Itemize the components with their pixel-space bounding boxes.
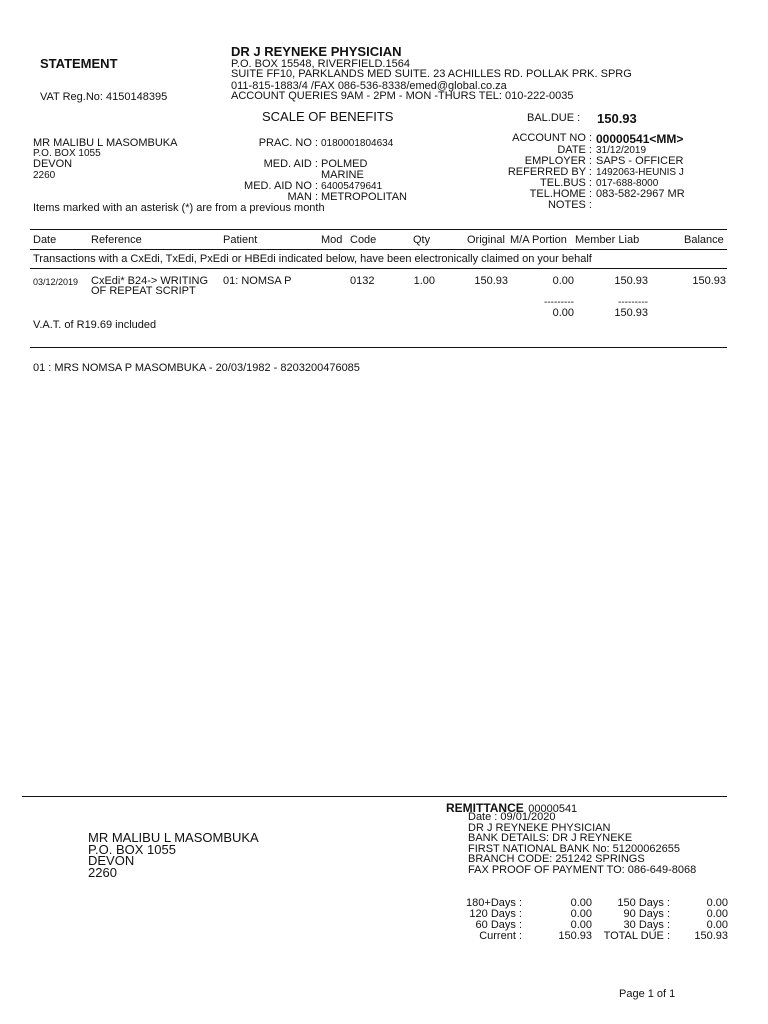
vat-note: V.A.T. of R19.69 included xyxy=(33,319,157,331)
col-header-ma-portion: M/A Portion xyxy=(510,234,567,246)
row-date: 03/12/2019 xyxy=(33,277,79,287)
man-label: MAN : xyxy=(287,191,318,203)
page-number: Page 1 of 1 xyxy=(619,988,676,1000)
col-header-mod: Mod xyxy=(321,234,343,246)
med-aid-no-label: MED. AID NO : xyxy=(244,180,318,192)
tel-bus-label: TEL.BUS : xyxy=(540,177,592,189)
asterisk-note: Items marked with an asterisk (*) are from a previous month xyxy=(33,202,325,214)
aging-value: 0.00 xyxy=(706,919,728,931)
remittance-title: REMITTANCE xyxy=(446,801,524,815)
col-header-patient: Patient xyxy=(223,234,258,246)
scale-of-benefits: SCALE OF BENEFITS xyxy=(262,109,394,124)
patient-postal-code: 2260 xyxy=(33,170,56,181)
vat-reg-number: VAT Reg.No: 4150148395 xyxy=(40,91,168,103)
tel-bus-value: 017-688-8000 xyxy=(596,178,659,189)
practice-address-line: SUITE FF10, PARKLANDS MED SUITE. 23 ACHILLES RD. POLLAK PRK. SPRG xyxy=(231,68,632,80)
aging-value: 0.00 xyxy=(570,919,592,931)
aging-label: 60 Days : xyxy=(475,919,522,931)
col-header-member-liab: Member Liab xyxy=(575,234,640,246)
table-bottom-rule xyxy=(30,347,727,348)
employer-value: SAPS - OFFICER xyxy=(596,155,684,167)
aging-value: 0.00 xyxy=(570,908,592,920)
document-type: STATEMENT xyxy=(40,56,118,71)
remittance-addressee: MR MALIBU L MASOMBUKA xyxy=(88,830,259,845)
account-no-label: ACCOUNT NO : xyxy=(512,132,592,144)
row-reference: CxEdi* B24-> WRITING xyxy=(91,275,209,287)
practice-address-line: P.O. BOX 15548, RIVERFIELD.1564 xyxy=(231,58,410,70)
aging-label: Current : xyxy=(479,930,522,942)
date-label: DATE : xyxy=(557,144,592,156)
aging-label: 30 Days : xyxy=(623,919,670,931)
med-aid-no-value: 64005479641 xyxy=(321,181,383,192)
row-member-liab: 150.93 xyxy=(614,275,648,287)
med-aid-plan: MARINE xyxy=(321,169,364,181)
aging-value: 0.00 xyxy=(570,897,592,909)
date-value: 31/12/2019 xyxy=(596,145,647,156)
prac-no-label: PRAC. NO : xyxy=(258,137,318,149)
remittance-fax: FAX PROOF OF PAYMENT TO: 086-649-8068 xyxy=(468,864,697,876)
med-aid-value: POLMED xyxy=(321,158,368,170)
practice-contact-line: 011-815-1883/4 /FAX 086-536-8338/emed@global.co.za xyxy=(231,80,507,92)
col-header-qty: Qty xyxy=(413,234,431,246)
practice-queries-line: ACCOUNT QUERIES 9AM - 2PM - MON -THURS TEL: 010-222-0035 xyxy=(231,90,574,102)
med-aid-label: MED. AID : xyxy=(263,158,318,170)
remittance-bank-details: BANK DETAILS: DR J REYNEKE xyxy=(468,832,633,844)
employer-label: EMPLOYER : xyxy=(524,155,592,167)
aging-value: 150.93 xyxy=(558,930,592,942)
tel-home-value: 083-582-2967 MR xyxy=(596,188,685,200)
referred-by-label: REFERRED BY : xyxy=(507,166,592,178)
practice-name: DR J REYNEKE PHYSICIAN xyxy=(231,44,402,59)
row-code: 0132 xyxy=(350,275,375,287)
aging-value: 0.00 xyxy=(706,908,728,920)
row-reference-cont: OF REPEAT SCRIPT xyxy=(91,285,196,297)
remittance-practice: DR J REYNEKE PHYSICIAN xyxy=(468,822,611,834)
remittance-address-line: DEVON xyxy=(88,853,135,868)
remittance-bank-account: FIRST NATIONAL BANK No: 51200062655 xyxy=(468,843,680,855)
remittance-branch-code: BRANCH CODE: 251242 SPRINGS xyxy=(468,853,645,865)
table-top-rule xyxy=(30,229,727,230)
row-original: 150.93 xyxy=(474,275,508,287)
row-ma-portion: 0.00 xyxy=(552,275,574,287)
man-value: METROPOLITAN xyxy=(321,191,407,203)
col-header-reference: Reference xyxy=(91,234,142,246)
bal-due-label: BAL.DUE : xyxy=(527,112,581,124)
total-due-value: 150.93 xyxy=(694,930,728,942)
row-balance: 150.93 xyxy=(692,275,726,287)
bal-due-value: 150.93 xyxy=(597,111,637,126)
col-header-balance: Balance xyxy=(684,234,724,246)
aging-label: 180+Days : xyxy=(466,897,522,909)
edi-note: Transactions with a CxEdi, TxEdi, PxEdi or HBEdi indicated below, have been electronically claimed on your behalf xyxy=(33,253,592,265)
col-header-date: Date xyxy=(33,234,57,246)
table-note-rule xyxy=(30,268,727,269)
row-patient: 01: NOMSA P xyxy=(223,275,292,287)
patient-name: MR MALIBU L MASOMBUKA xyxy=(33,137,178,149)
patient-detail-line: 01 : MRS NOMSA P MASOMBUKA - 20/03/1982 - 8203200476085 xyxy=(33,362,360,374)
referred-by-value: 1492063-HEUNIS J xyxy=(596,167,684,178)
total-ma-portion: 0.00 xyxy=(552,307,574,319)
prac-no-value: 0180001804634 xyxy=(321,138,394,149)
tel-home-label: TEL.HOME : xyxy=(529,188,592,200)
total-member-liab: 150.93 xyxy=(614,307,648,319)
aging-label: 90 Days : xyxy=(623,908,670,920)
remittance-date: Date : 09/01/2020 xyxy=(468,811,556,823)
patient-address-line: DEVON xyxy=(33,158,73,170)
aging-value: 0.00 xyxy=(706,897,728,909)
row-qty: 1.00 xyxy=(413,275,435,287)
subtotal-dashes: --------- xyxy=(618,297,648,308)
aging-label: 120 Days : xyxy=(469,908,522,920)
remittance-address-line: P.O. BOX 1055 xyxy=(88,842,176,857)
table-header-rule xyxy=(30,249,727,250)
notes-label: NOTES : xyxy=(547,199,592,211)
col-header-original: Original xyxy=(467,234,505,246)
total-due-label: TOTAL DUE : xyxy=(603,930,670,942)
col-header-code: Code xyxy=(350,234,377,246)
remittance-number: 00000541 xyxy=(528,803,578,815)
subtotal-dashes: --------- xyxy=(544,297,574,308)
aging-label: 150 Days : xyxy=(617,897,670,909)
account-no-value: 00000541<MM> xyxy=(596,132,684,146)
patient-address-line: P.O. BOX 1055 xyxy=(33,148,101,159)
remittance-postal-code: 2260 xyxy=(88,865,117,880)
remittance-rule xyxy=(22,796,727,797)
